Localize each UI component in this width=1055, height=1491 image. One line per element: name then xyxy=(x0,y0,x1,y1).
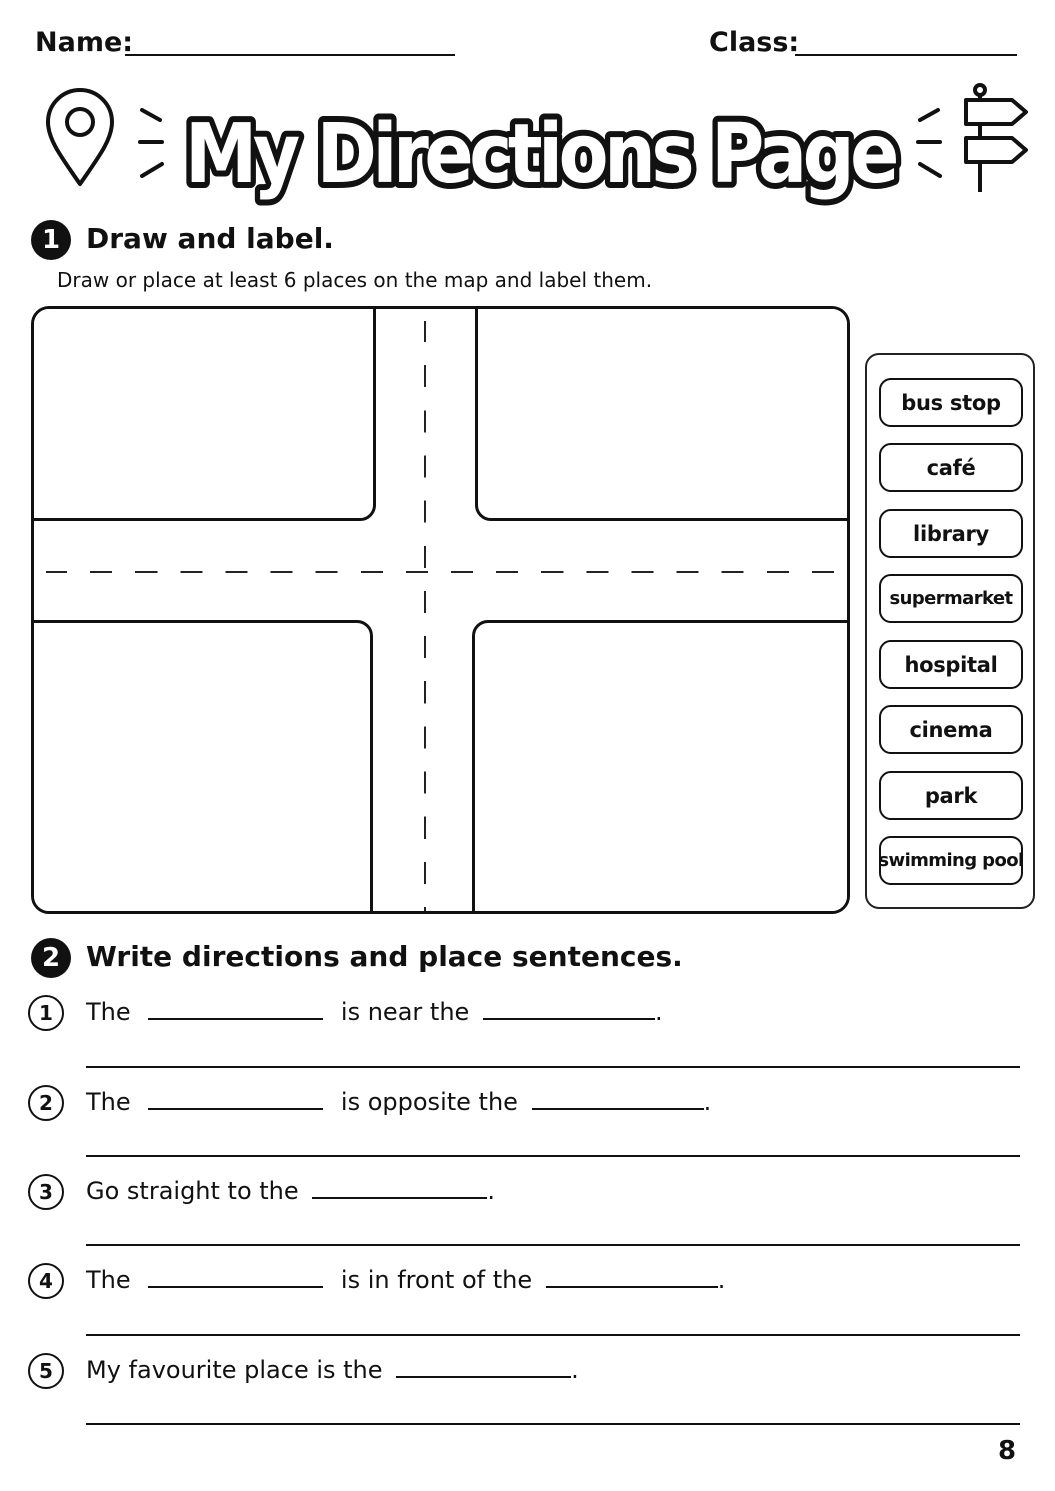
sparkle-lines-right-icon xyxy=(918,110,940,176)
class-input-line[interactable] xyxy=(795,54,1017,56)
question-2-text-middle: is opposite the xyxy=(340,1088,518,1116)
question-1-blank-2[interactable] xyxy=(483,998,655,1020)
question-4-period: . xyxy=(717,1266,726,1294)
section-2-title: Write directions and place sentences. xyxy=(86,940,683,973)
question-3-period: . xyxy=(487,1177,495,1205)
map-block-top-right[interactable] xyxy=(475,306,850,521)
section-1-instruction: Draw or place at least 6 places on the map and label them. xyxy=(57,268,653,292)
question-4-number: 4 xyxy=(28,1263,64,1299)
question-1-number: 1 xyxy=(28,995,64,1031)
question-1-text-middle: is near the xyxy=(340,998,470,1026)
question-1-answer-line[interactable] xyxy=(86,1066,1020,1068)
signpost-icon xyxy=(966,85,1026,192)
question-5-sentence xyxy=(86,1356,579,1384)
question-1-blank-1[interactable] xyxy=(148,998,323,1020)
word-bank-item[interactable]: café xyxy=(879,443,1023,492)
question-3-number: 3 xyxy=(28,1174,64,1210)
word-bank-item[interactable]: supermarket xyxy=(879,574,1023,623)
page-number: 8 xyxy=(998,1436,1017,1466)
word-bank-item[interactable]: swimming pool xyxy=(879,836,1023,885)
question-4-sentence xyxy=(86,1266,725,1294)
question-3-sentence xyxy=(86,1177,495,1205)
page-title-banner xyxy=(0,80,1055,215)
question-4-answer-line[interactable] xyxy=(86,1334,1020,1336)
question-2-answer-line[interactable] xyxy=(86,1155,1020,1157)
question-4-text-start: The xyxy=(86,1266,131,1294)
question-4-blank-2[interactable] xyxy=(546,1266,718,1288)
question-2-blank-2[interactable] xyxy=(532,1088,704,1110)
question-1-text-start: The xyxy=(86,998,131,1026)
page-title: My Directions Page xyxy=(185,107,897,202)
word-bank-item[interactable]: cinema xyxy=(879,705,1023,754)
class-label: Class: xyxy=(709,27,800,58)
question-1-period: . xyxy=(654,998,663,1026)
section-1-title: Draw and label. xyxy=(86,222,334,255)
section-2-number: 2 xyxy=(31,938,71,978)
question-2-text-start: The xyxy=(86,1088,131,1116)
name-label: Name: xyxy=(35,27,134,58)
question-3-answer-line[interactable] xyxy=(86,1244,1020,1246)
question-5-period: . xyxy=(571,1356,579,1384)
question-2-blank-1[interactable] xyxy=(148,1088,323,1110)
name-input-line[interactable] xyxy=(125,54,455,56)
horizontal-road-centerline xyxy=(46,571,846,573)
question-5-answer-line[interactable] xyxy=(86,1423,1020,1425)
question-4-blank-1[interactable] xyxy=(148,1266,323,1288)
word-bank-item[interactable]: hospital xyxy=(879,640,1023,689)
word-bank-item[interactable]: library xyxy=(879,509,1023,558)
word-bank-item[interactable]: bus stop xyxy=(879,378,1023,427)
question-2-sentence xyxy=(86,1088,711,1116)
question-3-blank-1[interactable] xyxy=(312,1177,487,1199)
question-2-number: 2 xyxy=(28,1085,64,1121)
map-block-bottom-left[interactable] xyxy=(31,620,373,914)
question-5-blank-1[interactable] xyxy=(396,1356,571,1378)
question-3-text-start: Go straight to the xyxy=(86,1177,299,1205)
map-block-top-left[interactable] xyxy=(31,306,376,521)
map-block-bottom-right[interactable] xyxy=(472,620,850,914)
question-4-text-middle: is in front of the xyxy=(340,1266,533,1294)
question-2-period: . xyxy=(703,1088,712,1116)
section-1-number: 1 xyxy=(31,220,71,260)
vertical-road-centerline xyxy=(424,321,426,911)
sparkle-lines-left-icon xyxy=(140,110,162,176)
location-pin-icon xyxy=(48,90,112,184)
word-bank-item[interactable]: park xyxy=(879,771,1023,820)
word-bank xyxy=(865,353,1035,909)
question-1-sentence xyxy=(86,998,663,1026)
question-5-number: 5 xyxy=(28,1353,64,1389)
street-map[interactable] xyxy=(31,306,850,914)
question-5-text-start: My favourite place is the xyxy=(86,1356,383,1384)
